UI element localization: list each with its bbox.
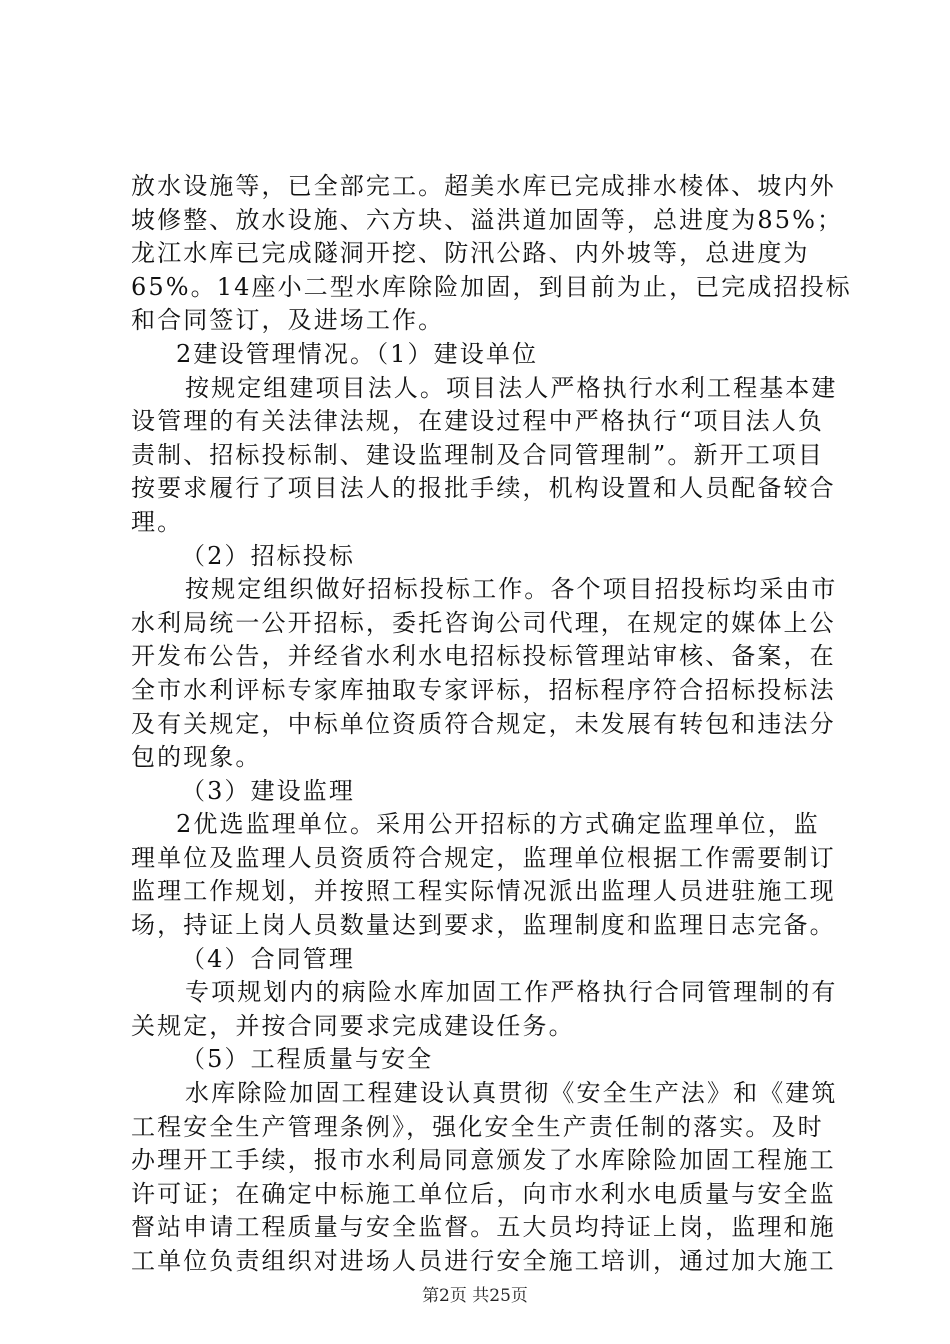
text-line: 按规定组建项目法人。项目法人严格执行水利工程基本建: [185, 373, 838, 402]
text-line: 水利局统一公开招标，委托咨询公司代理，在规定的媒体上公: [131, 608, 836, 637]
text-line: 2优选监理单位。采用公开招标的方式确定监理单位，监: [176, 810, 820, 839]
text-line: 放水设施等，已全部完工。超美水库已完成排水棱体、坡内外: [131, 172, 836, 200]
text-line: （2）招标投标: [181, 541, 355, 570]
text-line: 按规定组织做好招标投标工作。各个项目招投标均采由市: [185, 575, 838, 604]
text-line: 责制、招标投标制、建设监理制及合同管理制”。新开工项目: [131, 440, 824, 469]
text-line: 按要求履行了项目法人的报批手续，机构设置和人员配备较合: [131, 474, 836, 503]
text-line: （3）建设监理: [181, 776, 355, 805]
text-line: 开发布公告，并经省水利水电招标投标管理站审核、备案，在: [131, 642, 836, 671]
text-line: （5）工程质量与安全: [181, 1045, 434, 1074]
text-line: （4）合同管理: [181, 944, 355, 973]
text-line: 坡修整、放水设施、六方块、溢洪道加固等，总进度为85%；: [131, 205, 844, 234]
text-line: 65%。14座小二型水库除险加固，到目前为止，已完成招投标: [131, 272, 852, 301]
text-line: 全市水利评标专家库抽取专家评标，招标程序符合招标投标法: [131, 675, 836, 704]
text-line: 设管理的有关法律法规，在建设过程中严格执行“项目法人负: [131, 407, 824, 436]
page-footer: 第2页 共25页: [422, 1286, 528, 1306]
text-line: 关规定，并按合同要求完成建设任务。: [131, 1011, 575, 1040]
text-line: 专项规划内的病险水库加固工作严格执行合同管理制的有: [185, 978, 838, 1007]
text-line: 和合同签订，及进场工作。: [131, 306, 445, 335]
text-line: 办理开工手续，报市水利局同意颁发了水库除险加固工程施工: [131, 1146, 836, 1175]
text-line: 水库除险加固工程建设认真贯彻《安全生产法》和《建筑: [185, 1079, 838, 1108]
text-line: 理单位及监理人员资质符合规定，监理单位根据工作需要制订: [131, 843, 836, 872]
text-line: 场，持证上岗人员数量达到要求，监理制度和监理日志完备。: [131, 911, 836, 940]
text-line: 工单位负责组织对进场人员进行安全施工培训，通过加大施工: [131, 1247, 836, 1275]
text-line: 包的现象。: [131, 743, 262, 772]
text-line: 2建设管理情况。（1）建设单位: [176, 339, 539, 368]
text-line: 理。: [131, 507, 184, 536]
text-line: 许可证；在确定中标施工单位后，向市水利水电质量与安全监: [131, 1179, 836, 1208]
text-line: 龙江水库已完成隧洞开挖、防汛公路、内外坡等，总进度为: [131, 239, 810, 268]
text-line: 监理工作规划，并按照工程实际情况派出监理人员进驻施工现: [131, 877, 836, 906]
text-line: 督站申请工程质量与安全监督。五大员均持证上岗，监理和施: [131, 1213, 836, 1242]
text-line: 及有关规定，中标单位资质符合规定，未发展有转包和违法分: [131, 709, 836, 738]
document-body: [131, 170, 852, 1279]
text-line: 工程安全生产管理条例》，强化安全生产责任制的落实。及时: [131, 1112, 824, 1141]
